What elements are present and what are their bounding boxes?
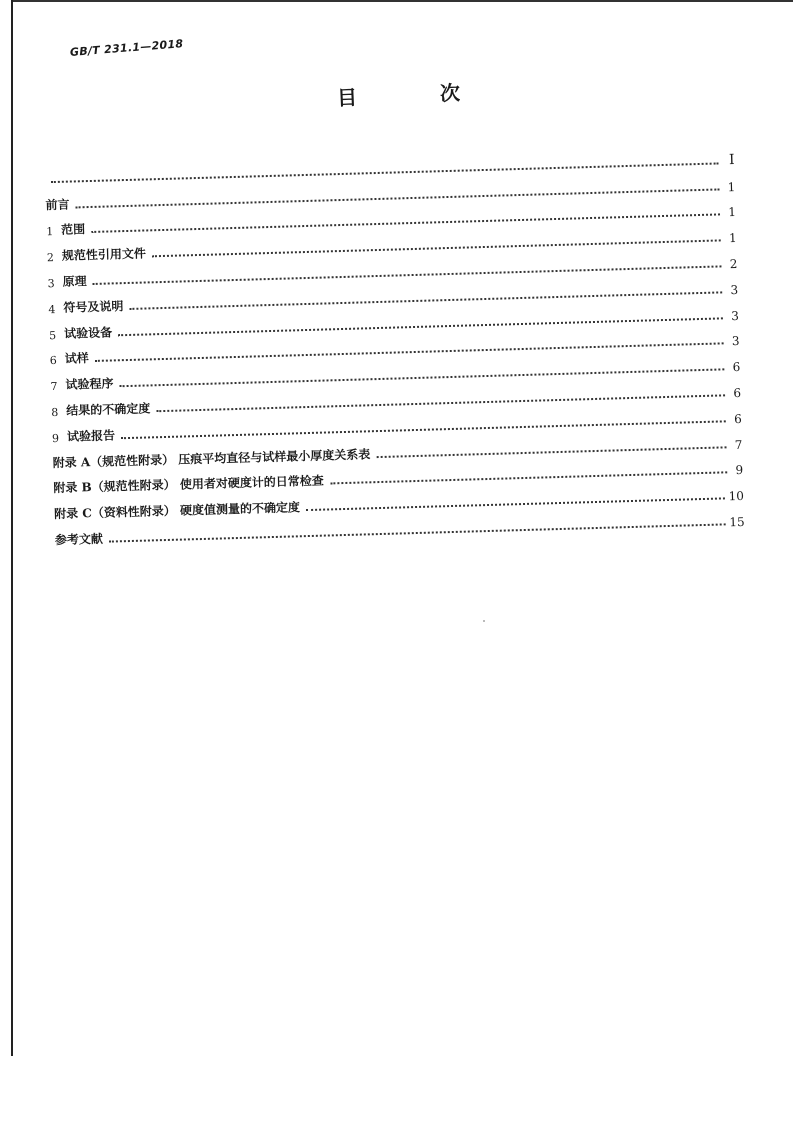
toc-entry-number: 3 — [47, 277, 55, 291]
toc-entry-label: 试验报告 — [66, 428, 116, 444]
toc-page-number: 2 — [729, 256, 738, 272]
scan-speck — [483, 620, 485, 622]
toc-page-number: 1 — [728, 231, 737, 246]
toc-page-number: 1 — [728, 205, 737, 220]
page-title: 目 次 — [336, 78, 499, 110]
page-left-edge — [11, 0, 13, 1056]
toc-entry-label: 规范性引用文件 — [61, 246, 147, 263]
toc-entry-number: 7 — [50, 380, 58, 394]
toc-page-number: 1 — [727, 179, 736, 194]
toc-entry-label: 试验设备 — [63, 325, 113, 341]
toc-page-number: 6 — [733, 385, 742, 401]
toc-entry-label: 试验程序 — [65, 376, 114, 392]
toc-page-number: 6 — [732, 360, 741, 375]
toc-entry-label: 参考文献 — [54, 531, 104, 548]
toc-entry-number: 1 — [46, 225, 54, 239]
toc-leader-dots — [109, 523, 726, 542]
toc-entry-label: 附录 A（规范性附录） 压痕平均直径与试样最小厚度关系表 — [52, 446, 371, 470]
toc-entry-number: 9 — [51, 431, 60, 445]
toc-entry-label: 结果的不确定度 — [66, 401, 151, 418]
toc-entry-number: 8 — [51, 405, 59, 420]
toc-page-number: 3 — [730, 282, 739, 297]
toc-entry-number: 4 — [48, 302, 56, 316]
page-top-edge — [11, 0, 793, 2]
toc-entry-number: 6 — [49, 354, 58, 368]
toc-entry-label: 附录 C（资料性附录） 硬度值测量的不确定度 — [53, 500, 301, 522]
toc-page-number: 7 — [734, 437, 743, 452]
table-of-contents — [44, 142, 745, 548]
toc-page-number: 10 — [728, 489, 745, 504]
toc-page-number: 6 — [733, 411, 742, 426]
toc-page-number: 9 — [735, 463, 744, 478]
toc-entry-label: 前言 — [45, 197, 70, 212]
toc-entry-label: 范围 — [61, 222, 86, 238]
toc-entry-label: 原理 — [62, 274, 87, 289]
toc-entry-label: 试样 — [64, 351, 90, 367]
toc-page-number: 3 — [731, 308, 740, 323]
document-code: GB/T 231.1—2018 — [69, 37, 184, 59]
toc-entry-label: 附录 B（规范性附录） 使用者对硬度计的日常检查 — [53, 473, 324, 496]
toc-page-number: 3 — [731, 334, 740, 349]
toc-entry-number: 2 — [46, 251, 55, 265]
toc-entry-label: 符号及说明 — [63, 298, 124, 315]
toc-page-number: Ⅰ — [728, 151, 735, 168]
toc-page-number: 15 — [729, 514, 745, 530]
toc-entry-number: 5 — [48, 328, 57, 342]
